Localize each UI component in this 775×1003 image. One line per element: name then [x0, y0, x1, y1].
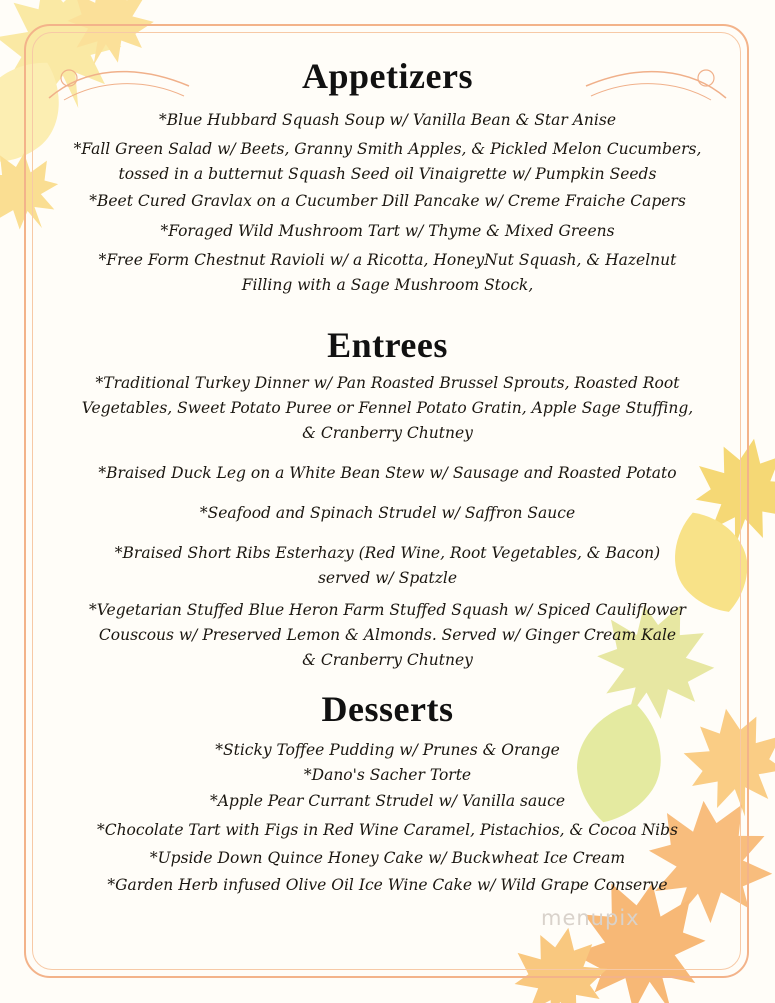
menu-item: *Vegetarian Stuffed Blue Heron Farm Stuffed Squash w/ Spiced Cauliflower Couscous w/ Preserved Lemon & Almonds. Served w/ Ginger Cream Kale & Cranberry Chutney	[89, 601, 686, 669]
menu-item: *Fall Green Salad w/ Beets, Granny Smith Apples, & Pickled Melon Cucumbers, tossed in a butternut Squash Seed oil Vinaigrette w/ Pumpkin Seeds	[73, 140, 702, 183]
menu-item: *Braised Duck Leg on a White Bean Stew w/ Sausage and Roasted Potato	[98, 464, 677, 482]
section-title-desserts: Desserts	[321, 689, 454, 729]
menu-item: *Seafood and Spinach Strudel w/ Saffron Sauce	[199, 504, 576, 522]
menu-item: *Apple Pear Currant Strudel w/ Vanilla sauce	[209, 792, 566, 810]
watermark: menupix	[541, 906, 640, 930]
menu-item: *Sticky Toffee Pudding w/ Prunes & Orange	[215, 741, 560, 759]
section-title-appetizers: Appetizers	[302, 56, 473, 96]
menu-item: *Garden Herb infused Olive Oil Ice Wine Cake w/ Wild Grape Conserve	[107, 876, 668, 894]
menu-item: *Upside Down Quince Honey Cake w/ Buckwheat Ice Cream	[149, 849, 626, 867]
menu-item: *Free Form Chestnut Ravioli w/ a Ricotta, HoneyNut Squash, & Hazelnut Filling with a Sage Mushroom Stock,	[98, 251, 677, 294]
menu-item: *Blue Hubbard Squash Soup w/ Vanilla Bean & Star Anise	[158, 111, 616, 129]
menu-item: *Traditional Turkey Dinner w/ Pan Roasted Brussel Sprouts, Roasted Root Vegetables, Sweet Potato Puree or Fennel Potato Gratin, Apple Sage Stuffing, & Cranberry Chutney	[81, 374, 694, 442]
menu-item: *Braised Short Ribs Esterhazy (Red Wine, Root Vegetables, & Bacon) served w/ Spatzle	[114, 544, 661, 587]
menu-item: *Foraged Wild Mushroom Tart w/ Thyme & Mixed Greens	[160, 222, 615, 240]
menu-item: *Dano's Sacher Torte	[303, 766, 472, 784]
section-title-entrees: Entrees	[327, 325, 448, 365]
menu-item: *Chocolate Tart with Figs in Red Wine Caramel, Pistachios, & Cocoa Nibs	[96, 821, 679, 839]
menu-item: *Beet Cured Gravlax on a Cucumber Dill Pancake w/ Creme Fraiche Capers	[89, 192, 686, 210]
